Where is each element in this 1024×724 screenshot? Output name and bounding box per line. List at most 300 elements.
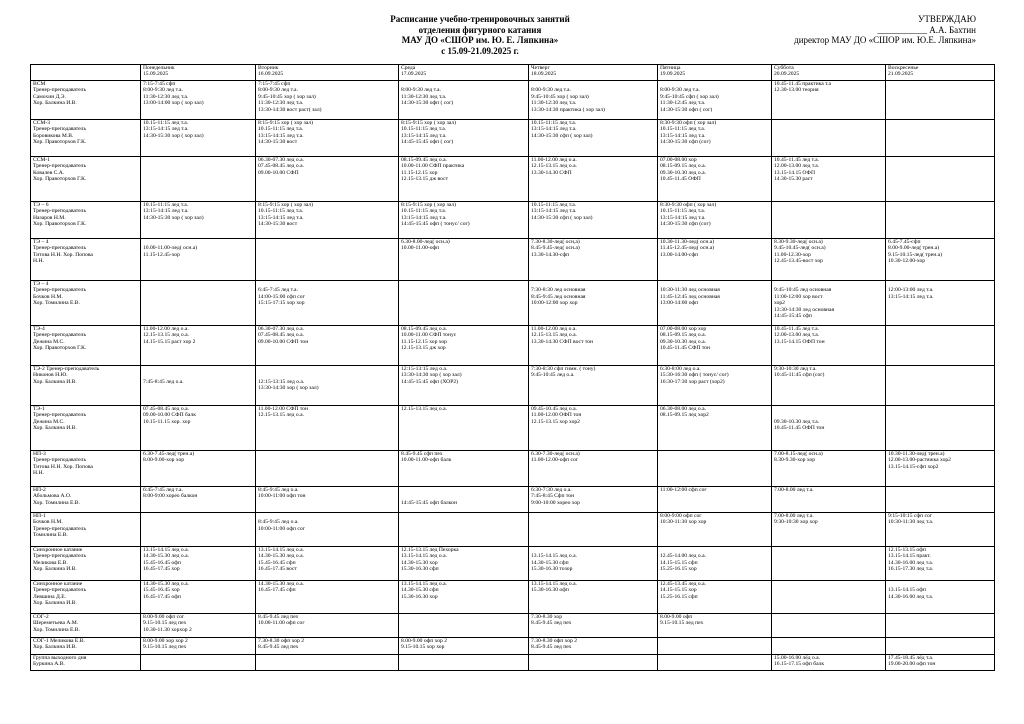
session-line: 15.25-16.15 сфп — [660, 593, 698, 600]
session-line: 15.30-16.30 офп — [531, 587, 569, 594]
schedule-cell — [141, 366, 256, 406]
session-line: 9:45-10:45 хор ( хор зал) — [531, 93, 589, 100]
schedule-body — [31, 81, 995, 671]
schedule-cell — [886, 239, 995, 281]
schedule-cell — [529, 281, 658, 326]
session-line: 16.15-17.30 лед т.а. — [888, 566, 934, 573]
session-line: 8:00-9:30 лед т.а. — [660, 87, 700, 94]
session-line: 8:15-9:15 хор ( хор зал) — [258, 202, 313, 208]
session-line: 9:45-10:45 сфп ( хор зал) — [660, 93, 719, 100]
schedule-cell — [399, 406, 529, 451]
session-line: 13.15-14.15 ОФП — [774, 169, 815, 176]
session-line: 15.00-16.00 лёд о.а. — [774, 655, 821, 661]
session-line: хор2 — [774, 300, 785, 307]
session-line: 16.15-17.15 офп балк — [774, 661, 825, 668]
title-line: Расписание учебно-тренировочных занятий — [390, 14, 570, 24]
title-line: отделения фигурного катания — [418, 24, 542, 35]
schedule-cell — [529, 239, 658, 281]
schedule-cell — [256, 513, 399, 547]
schedule-cell — [399, 487, 529, 513]
session-line: 14.30-15.30 сфп — [401, 587, 439, 594]
session-line: 11.15-12.15 хор — [401, 169, 438, 176]
session-line: 11.00-12.00 лед о.а. — [531, 326, 577, 332]
session-line: 9:45-10:45 хор ( хор зал) — [258, 93, 316, 100]
session-line: 10.15-11:15 лед т.а. — [258, 126, 304, 133]
schedule-cell — [141, 655, 256, 671]
schedule-cell — [399, 638, 529, 655]
approval-block — [716, 14, 976, 46]
session-line: 6.30-7.30-лед( осн.а) — [531, 451, 580, 457]
session-line: 11:30-12:30 лед т.а. — [531, 100, 577, 107]
group-line: Н.Н. — [33, 470, 44, 477]
group-line: Тренер-преподаватель — [33, 553, 87, 560]
session-line: 10.15-11:15 лед т.а. — [531, 202, 577, 208]
session-line: 11.00-12.30-хор — [774, 251, 811, 258]
schedule-cell — [256, 326, 399, 366]
session-line: 8:45-9:45 лед основная — [531, 293, 586, 300]
session-line: 8.30-9.30-хор хор — [774, 457, 816, 464]
schedule-cell — [772, 281, 886, 326]
session-line: 11.00-12.00 СФП тон — [258, 406, 308, 412]
group-line: Тренер-преподаватель — [33, 163, 87, 170]
session-line: 14.15-15.15 хор — [660, 587, 697, 594]
schedule-cell — [256, 547, 399, 581]
session-line: 14:30-15:30 вост — [258, 221, 298, 228]
session-line: 10:45-11:45 сфп (сог) — [774, 372, 825, 379]
session-line: 13:30-14:30 практика ( хор зал) — [531, 106, 605, 113]
session-line: 10:00-11:00 офп тон — [258, 493, 306, 500]
schedule-cell — [529, 614, 658, 638]
title-line: с 15.09-21.09.2025 г. — [441, 45, 519, 56]
session-line: 13:15-14:15 лед т.а. — [143, 126, 189, 133]
session-line: 10.45-11.45 практика т.а — [774, 81, 831, 87]
session-line: 13.15-14.15 лед о.а. — [258, 547, 304, 553]
session-line: 11.45-12.45-лед( осн.а) — [660, 245, 715, 252]
session-line: 12.15-13.15 лед о.а. — [531, 163, 577, 170]
schedule-cell — [399, 81, 529, 120]
session-line: 07.00-08.00 хор — [660, 157, 697, 163]
group-line: ТЭ-1 — [33, 406, 45, 412]
group-cell — [31, 281, 141, 326]
session-line: 14:45-15:45 офп ( тонус/ сог) — [401, 221, 470, 228]
schedule-cell — [772, 239, 886, 281]
session-line: 10.30-11.30-лед( трен.а) — [888, 451, 945, 457]
group-line: ТЭ – 6 — [33, 202, 49, 208]
group-line: Тренер-преподаватель — [33, 525, 87, 532]
group-cell — [31, 547, 141, 581]
group-line: Бочков Н.М. — [33, 293, 63, 300]
session-line: 10:30-11:30 хор хор — [660, 519, 707, 526]
session-line: 14.15-15.15 сфп — [660, 559, 698, 566]
group-line: Тренер-преподаватель — [33, 126, 87, 133]
schedule-cell — [658, 451, 772, 487]
table-row — [31, 547, 995, 581]
session-line: 14.30-15.30 лед о.а. — [258, 553, 304, 560]
group-line: Хор. Томилина Е.В. — [33, 626, 80, 633]
session-line: 13:15-14:15 лед т.а. — [660, 214, 706, 221]
session-line: 13:30-14:30 хор ( хор зал) — [258, 385, 319, 392]
session-line: 12.15-13.15 дж вост — [401, 176, 449, 183]
group-line: Титова Н.Н. Хор. Попова — [33, 251, 93, 258]
session-line: 10.30-11.30 хорхор 2 — [143, 626, 192, 633]
group-line: Хор. Балкина И.В. — [33, 378, 77, 385]
session-line: 14:30-15:30 вост — [258, 139, 298, 146]
schedule-cell — [658, 513, 772, 547]
session-line: 16.45-17.45 хор — [143, 566, 180, 573]
session-line: 12.15-13.15 дж хор — [401, 345, 446, 352]
schedule-cell — [399, 326, 529, 366]
schedule-cell — [529, 581, 658, 614]
group-line: СОГ-2 — [33, 614, 49, 620]
session-line: 07.00-08.00 хор хор — [660, 326, 707, 332]
session-line: 17.45-18.45 лёд т.а. — [888, 655, 934, 661]
session-line: 10.15-11:15 лед т.а. — [401, 126, 447, 133]
schedule-cell — [399, 239, 529, 281]
schedule-cell — [529, 326, 658, 366]
session-line: 13:15-14:15 лед т.а. — [401, 132, 447, 139]
schedule-cell — [886, 81, 995, 120]
session-line: 15:30-16:30 офп ( тонус/ сог) — [660, 372, 729, 379]
schedule-cell — [658, 202, 772, 239]
session-line: 10.15-11:15 лед т.а. — [258, 208, 304, 215]
schedule-cell — [772, 451, 886, 487]
session-line: 10.15-11:15 лед т.а. — [401, 208, 447, 215]
schedule-cell — [141, 120, 256, 157]
session-line: 10.30-11.30-лед( осн.а) — [660, 239, 715, 245]
schedule-cell — [141, 581, 256, 614]
schedule-cell — [529, 655, 658, 671]
session-line: 7:30-8:30 сфп гимн. ( тону) — [531, 366, 596, 372]
group-cell — [31, 120, 141, 157]
table-row — [31, 120, 995, 157]
table-row — [31, 366, 995, 406]
session-line: 14:45-15:45 офп (ХОР2) — [401, 378, 458, 385]
session-line: 13:15-14:15 лед т.а. — [531, 126, 577, 133]
session-line: 8.00-9.00 хор хор 2 — [143, 638, 188, 644]
session-line: 08.15-09.45 лед о.а. — [401, 326, 447, 332]
schedule-cell — [772, 81, 886, 120]
session-line: 8.45-9.45 лед пех — [258, 644, 299, 651]
session-line: 7:15-7:45 сфп — [143, 81, 176, 87]
table-row — [31, 638, 995, 655]
session-line: 09.00-10.00 СФП тон — [258, 338, 309, 345]
group-cell — [31, 487, 141, 513]
session-line: 9:00-10:00 хорео хор — [531, 499, 580, 506]
group-line: Дежина М.С. — [33, 338, 65, 345]
session-line: 8:00-9:30 лед т.а. — [258, 87, 298, 94]
session-line: 08.15-09.15 лед о.а. — [660, 163, 706, 170]
session-line: 8:00-9:00 хорео балкон — [143, 493, 198, 500]
schedule-cell — [399, 614, 529, 638]
schedule-cell — [886, 655, 995, 671]
schedule-cell — [772, 581, 886, 614]
group-line: Хор. Томилина Е.В. — [33, 300, 80, 307]
schedule-cell — [658, 81, 772, 120]
session-line: 6:30-8:00 лед о.а. — [660, 366, 701, 372]
schedule-cell — [256, 614, 399, 638]
session-line: 7:45-8:45 Сфп тон — [531, 493, 575, 500]
session-line: 8:00-9:30 лед т.а. — [143, 87, 183, 94]
session-line: 15.30-16.30 сфп — [401, 566, 439, 573]
document-header — [0, 0, 1024, 62]
session-line: 13.15-14.15 лед о.а. — [531, 553, 577, 560]
schedule-cell — [529, 513, 658, 547]
schedule-cell — [886, 638, 995, 655]
session-line: 7:15-7:45 сфп — [258, 81, 291, 87]
session-line: 07.45-08.45 лед о.а. — [143, 406, 189, 412]
group-line: Хор. Балкина И.В. — [33, 425, 77, 432]
schedule-cell — [399, 366, 529, 406]
schedule-cell — [772, 366, 886, 406]
session-line: 14:30-15:30 сфп ( хор зал) — [531, 132, 593, 139]
table-row — [31, 281, 995, 326]
approval-line: директор МАУ ДО «СШОР им. Ю.Е. Ляпкина» — [794, 35, 976, 46]
schedule-cell — [658, 239, 772, 281]
session-line: 12.30-13.00 теория — [774, 87, 819, 94]
schedule-cell — [399, 547, 529, 581]
session-line: 10.15-11:15 лед т.а. — [531, 120, 577, 126]
group-line: Тренер-преподаватель — [33, 208, 87, 215]
session-line: 9.15-10.15 лед пех — [143, 620, 187, 627]
group-cell — [31, 406, 141, 451]
session-line: 7.00-8.00 лед т.а. — [774, 513, 814, 519]
group-cell — [31, 638, 141, 655]
group-line: ВСМ — [33, 81, 46, 87]
schedule-cell — [886, 451, 995, 487]
session-line: 14.30-15.30 хор — [401, 559, 438, 566]
schedule-cell — [256, 655, 399, 671]
session-line: 12.45-14.00 лед о.а. — [660, 553, 706, 560]
group-line: Меликова Е.В. — [33, 559, 68, 566]
schedule-cell — [141, 513, 256, 547]
group-line: Буркина А.В. — [33, 661, 65, 668]
session-line: 10.00-11.00 офп сог — [258, 620, 305, 627]
session-line: 10.15-11:15 лед т.а. — [660, 208, 706, 215]
session-line: 13.30-14.30 СФП вост тон — [531, 338, 594, 345]
group-line: Титова Н.Н. Хор. Попова — [33, 463, 93, 470]
schedule-cell — [772, 120, 886, 157]
table-row — [31, 326, 995, 366]
group-line: ССМ-3 — [33, 120, 51, 126]
session-line: 11:30-12:30 лед т.а. — [401, 93, 447, 100]
session-line: 13:15-14:15 лед т.а. — [660, 132, 706, 139]
session-line: 10:00-12:00 хор хор — [531, 300, 578, 307]
session-line: 16.45-17.45 офп — [143, 593, 181, 600]
group-line: Синхронное катание — [33, 547, 83, 553]
session-line: 12.15-13.15 лед о.а. — [143, 332, 189, 339]
group-line: Тренер-преподаватель — [33, 412, 87, 419]
schedule-cell — [141, 326, 256, 366]
schedule-cell — [886, 281, 995, 326]
session-line: 8.45-9.45 лед пех — [258, 614, 299, 620]
session-line: 13:15-14:15 лед т.а. — [258, 214, 304, 221]
schedule-cell — [658, 614, 772, 638]
table-row — [31, 513, 995, 547]
group-line: Шереметьева А.М. — [33, 620, 79, 627]
session-line: 12.15-13.15 лед о.а. — [258, 412, 304, 419]
schedule-cell — [256, 487, 399, 513]
session-line: 13.15-14.15 практ. — [888, 553, 931, 560]
session-line: 08.15-09.45 лед о.а. — [401, 157, 447, 163]
group-line: ТЭ-4 — [33, 326, 45, 332]
schedule-cell — [399, 581, 529, 614]
session-line: 13:15-14:15 лед т.а. — [258, 132, 304, 139]
corner-cell — [31, 65, 141, 81]
session-line: 11:30-12:30 лед т.а. — [143, 93, 189, 100]
schedule-cell — [256, 239, 399, 281]
group-cell — [31, 366, 141, 406]
session-line: 10.45-11.45 лед т.а. — [774, 157, 819, 163]
session-line: 6.30-8.00-лед( осн.а) — [401, 239, 450, 245]
session-line: 13:15-14:15 лед т.а. — [143, 208, 189, 215]
group-line: Хор. Правоторхов Г.К. — [33, 176, 87, 183]
group-line: ТЭ – 4 — [33, 281, 49, 287]
session-line: 14:30-15:30 хор ( хор зал) — [143, 214, 204, 221]
schedule-cell — [529, 202, 658, 239]
group-line: Хор. Томилина Е.В. — [33, 499, 80, 506]
session-line: 13.00-14.00-сфп — [660, 251, 699, 258]
session-line: 13:00-14:00 офп — [660, 300, 699, 307]
session-line: 10.45-11.45 ОФП тон — [774, 425, 825, 432]
session-line: 14:45-15:45 сфп — [774, 313, 812, 320]
session-line: 7.30-8.30-лед( осн,а) — [531, 239, 580, 245]
group-line: Боровикова М.В. — [33, 132, 74, 139]
schedule-cell — [529, 406, 658, 451]
schedule-cell — [529, 547, 658, 581]
schedule-cell — [658, 547, 772, 581]
schedule-cell — [141, 487, 256, 513]
session-line: 10.00-11.00 СФП тонус — [401, 332, 457, 339]
group-line: Тренер-преподаватель — [33, 457, 87, 464]
session-line: 14:30-15:30 офп ( сог) — [660, 106, 713, 113]
day-header: Среда 17.09.2025 — [399, 65, 529, 81]
session-line: 10:00-11:00 офп сог — [258, 525, 305, 532]
session-line: 14.30-15.30 лед о.а. — [143, 553, 189, 560]
session-line: 11:45-12:45 лед основная — [660, 293, 720, 300]
session-line: 13:15-14:15 лед т.а. — [531, 208, 577, 215]
group-cell — [31, 81, 141, 120]
session-line: 09.45-10.45 лед о.а. — [531, 406, 577, 412]
schedule-cell — [529, 157, 658, 202]
session-line: 10.00-11.00 СФП практика — [401, 163, 465, 170]
session-line: 8.45-9.45-лед( осн.а) — [531, 245, 580, 252]
session-line: 15.45-16.45 хор — [143, 587, 180, 594]
group-line: Тренер-преподаватель — [33, 287, 87, 294]
group-line: Дежина М.С. — [33, 418, 65, 425]
session-line: 9:45-10:45 лед основная — [774, 287, 832, 294]
group-line: Тренер-преподаватель — [33, 245, 87, 252]
group-cell — [31, 202, 141, 239]
session-line: 13.15-14.15 лед о.а. — [401, 581, 447, 587]
group-cell — [31, 614, 141, 638]
schedule-cell — [256, 451, 399, 487]
schedule-cell — [658, 655, 772, 671]
group-cell — [31, 239, 141, 281]
schedule-cell — [886, 547, 995, 581]
session-line: 6.45-7.45-сфп — [888, 239, 921, 245]
session-line: 8:00-9:00 офп сог — [660, 513, 702, 519]
session-line: 16:30-17:30 хор раст (хор2) — [660, 378, 725, 385]
session-line: 10.45-11.45 СФП тон — [660, 345, 710, 352]
group-line: НП-1 — [33, 513, 46, 519]
session-line: 07.45-08.45 лед о.а. — [258, 163, 304, 170]
session-line: 14:30-15:30 сфп (сог) — [660, 221, 711, 228]
group-line: Группа выходного дня — [33, 655, 87, 661]
session-line: 9.15-10.15 хор хор — [401, 644, 445, 651]
session-line: 8:30-9:30 офп ( хор зал) — [660, 202, 717, 208]
session-line: 12:15-13:15 лед о.а. — [401, 366, 448, 372]
group-line: Н.Н. — [33, 258, 44, 265]
schedule-cell — [658, 638, 772, 655]
session-line: 9:30-10:30 лед т.а. — [774, 366, 817, 372]
group-line: СОГ-1 Меликова Е.В. — [33, 638, 85, 644]
session-line: 10.45-11.45 ОФП — [660, 176, 701, 183]
group-line: НП-3 — [33, 451, 46, 457]
schedule-cell — [141, 202, 256, 239]
session-line: 14:00-15:00 сфп сог — [258, 293, 305, 300]
session-line: 15.30-16.30 тозор — [531, 566, 573, 573]
session-line: 8.45-9.45 лед пех — [531, 620, 572, 627]
session-line: 7.30-8.30 хор — [531, 614, 563, 620]
session-line: 13:30-14:30 вост раст( зал) — [258, 106, 322, 113]
group-cell — [31, 513, 141, 547]
session-line: 06.30-07.30 лед о.а. — [258, 157, 304, 163]
schedule-cell — [141, 638, 256, 655]
session-line: 8:00-9:30 лед т.а. — [531, 87, 571, 94]
schedule-cell — [529, 487, 658, 513]
schedule-cell — [886, 581, 995, 614]
session-line: 09.30-10.30 лед о.а. — [660, 338, 706, 345]
session-line: 11:30-12:45 лед т.а. — [660, 100, 706, 107]
group-cell — [31, 655, 141, 671]
schedule-cell — [658, 581, 772, 614]
session-line: 14.15-15.15 раст хор 2 — [143, 338, 196, 345]
group-line: Томилина Е.В. — [33, 532, 68, 539]
schedule-cell — [772, 638, 886, 655]
session-line: 12.15-13.15 лед о.а. — [401, 406, 447, 412]
schedule-cell — [141, 547, 256, 581]
session-line: 10.30-12.00-хор — [888, 258, 926, 265]
session-line: 06.30-08.00 лед о.а. — [660, 406, 706, 412]
schedule-cell — [399, 120, 529, 157]
session-line: 8.00-9.00-хор хор — [143, 457, 185, 464]
session-line: 8:15-9:15 хор ( хор зал) — [401, 120, 456, 126]
session-line: 10.45-11.45 лед т.а. — [774, 326, 819, 332]
table-header-row — [31, 65, 995, 81]
schedule-cell — [399, 655, 529, 671]
schedule-cell — [141, 81, 256, 120]
schedule-cell — [886, 120, 995, 157]
session-line: 8:30-9:30 офп ( хор зал) — [660, 120, 717, 126]
session-line: 8:00-9:30 лед т.а. — [401, 87, 441, 94]
session-line: 8.45-9.45 лед пех — [531, 644, 572, 651]
session-line: 10:30-11:30 лед основная — [660, 287, 720, 294]
group-cell — [31, 157, 141, 202]
session-line: 14:30-15:30 хор ( хор зал) — [143, 132, 204, 139]
table-row — [31, 81, 995, 120]
session-line: 09.30-10.30 лед о.а. — [660, 169, 706, 176]
group-line: Абольмова А.О. — [33, 493, 72, 500]
session-line: 7.30-8.30 офп хор 2 — [258, 638, 305, 644]
group-line: Бочков Н.М. — [33, 519, 63, 526]
schedule-cell — [658, 120, 772, 157]
group-line: ТЭ – 4 — [33, 239, 49, 245]
session-line: 12:15-13:15 лед о.а. — [258, 378, 305, 385]
session-line: 14:30-15:30 офп ( сог) — [401, 100, 454, 107]
table-row — [31, 614, 995, 638]
schedule-cell — [658, 487, 772, 513]
schedule-cell — [141, 239, 256, 281]
